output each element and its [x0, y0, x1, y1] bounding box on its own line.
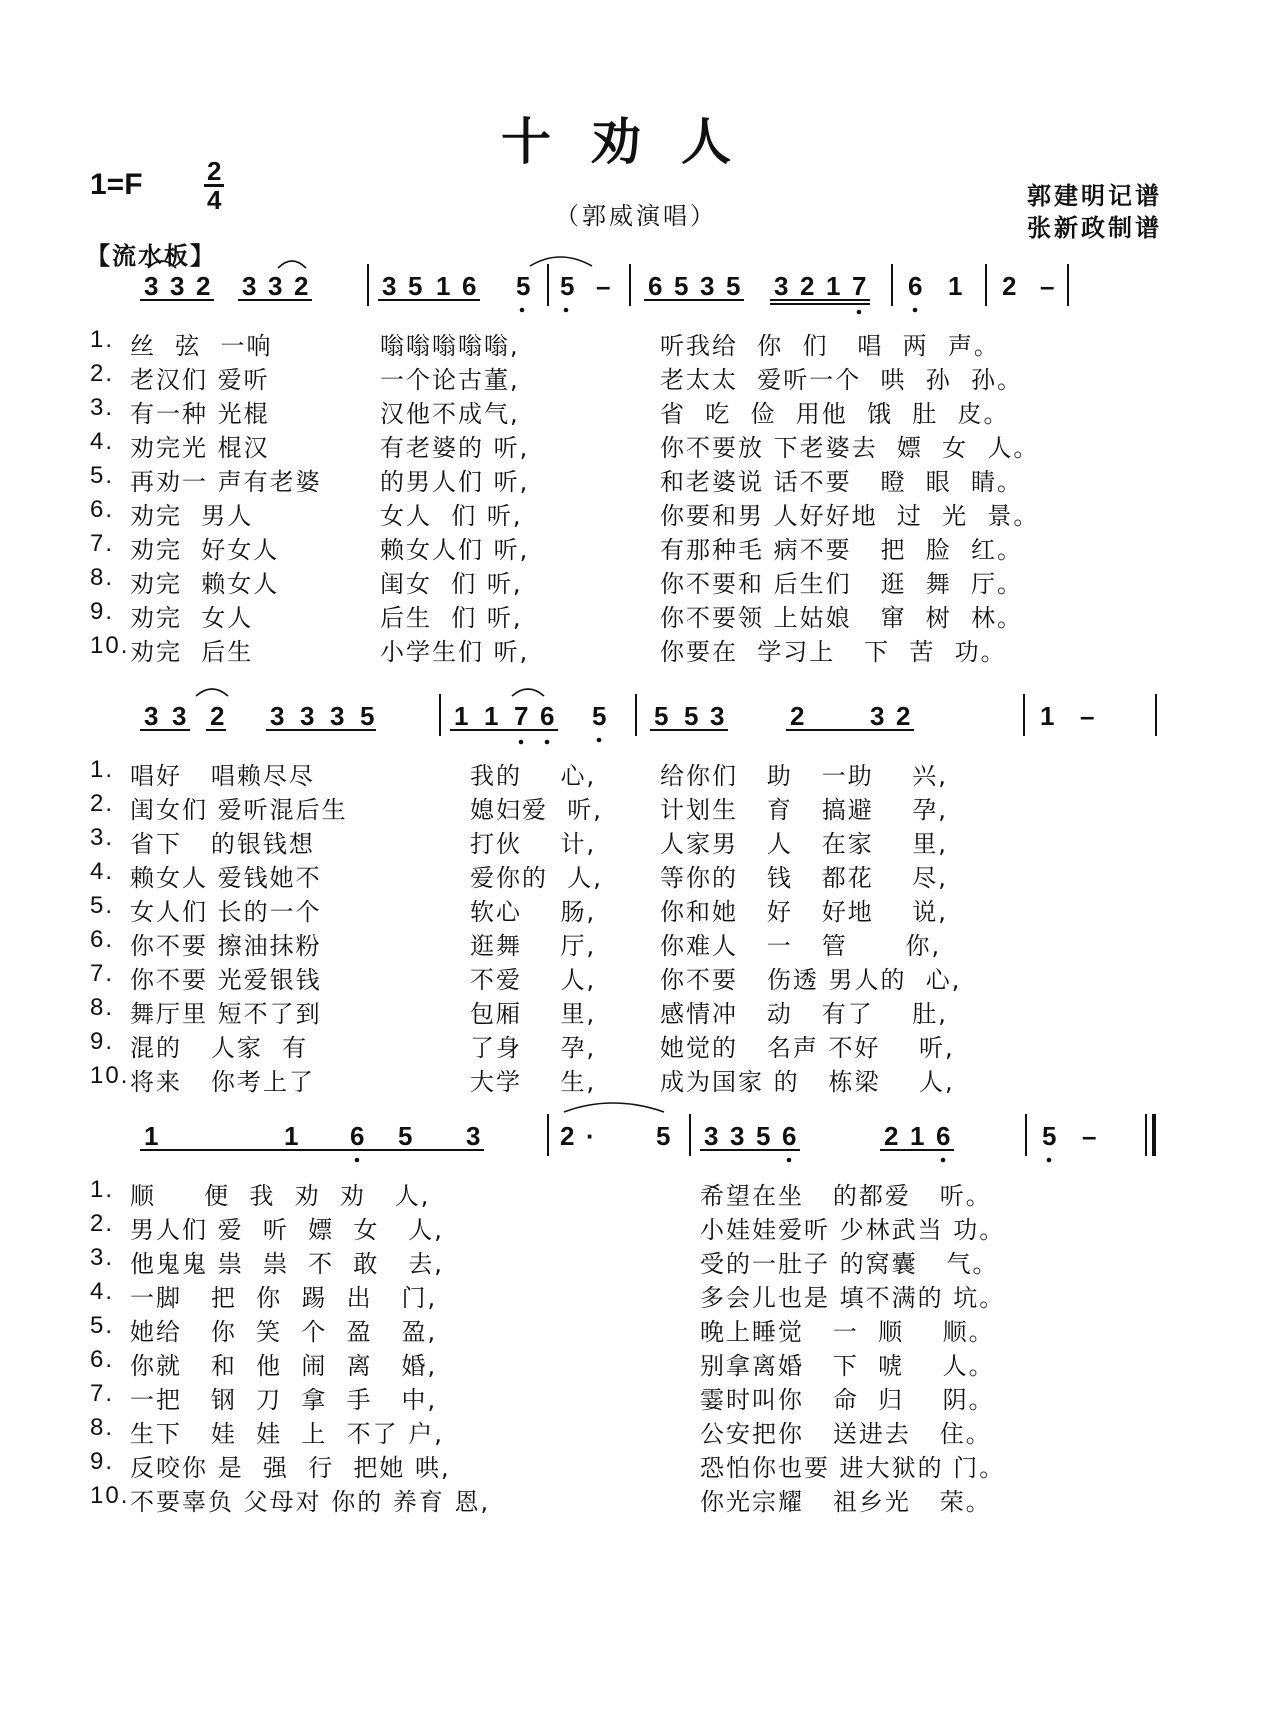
- lyric-line: [0, 892, 1272, 924]
- svg-text:7: 7: [852, 271, 867, 301]
- lyric-phrase-a: 你就 和 他 闹 离 婚,: [130, 1352, 438, 1380]
- svg-text:5: 5: [726, 271, 741, 301]
- lyric-phrase-b: 不爱 人,: [470, 966, 597, 994]
- verse-number: 4.: [90, 428, 115, 455]
- lyric-phrase-a: 闺女们 爱听混后生: [130, 796, 348, 824]
- lyric-line: [0, 756, 1272, 788]
- verse-number: 8.: [90, 1414, 115, 1441]
- svg-text:1: 1: [1040, 701, 1055, 731]
- lyric-phrase-a: 舞厅里 短不了到: [130, 1000, 322, 1028]
- svg-text:5: 5: [560, 271, 575, 301]
- svg-text:2: 2: [896, 701, 911, 731]
- lyric-phrase-c: 恐怕你也要 进大狱的 门。: [700, 1454, 1006, 1482]
- tempo-marking: 【流水板】: [86, 242, 216, 270]
- lyric-phrase-b: 软心 肠,: [470, 898, 597, 926]
- lyric-line: [0, 1176, 1272, 1208]
- svg-text:3: 3: [870, 701, 885, 731]
- lyric-phrase-c: 你不要放 下老婆去 嫖 女 人。: [660, 434, 1040, 462]
- verse-number: 10.: [90, 1062, 130, 1089]
- time-signature-numerator: 2: [204, 158, 224, 187]
- lyric-phrase-c: 你和她 好 好地 说,: [660, 898, 948, 926]
- lyric-phrase-c: 你不要领 上姑娘 窜 树 林。: [660, 604, 1024, 632]
- lyric-phrase-b: 的男人们 听,: [380, 468, 530, 496]
- music-staff-2: [0, 680, 1272, 760]
- verse-number: 2.: [90, 360, 115, 387]
- lyric-phrase-c: 你光宗耀 祖乡光 荣。: [700, 1488, 992, 1516]
- svg-text:3: 3: [268, 271, 283, 301]
- lyric-line: [0, 1380, 1272, 1412]
- lyric-phrase-b: 嗡嗡嗡嗡嗡,: [380, 332, 520, 360]
- lyric-line: [0, 428, 1272, 460]
- verse-number: 2.: [90, 1210, 115, 1237]
- lyric-line: [0, 994, 1272, 1026]
- svg-text:·: ·: [586, 1121, 595, 1151]
- lyric-line: [0, 1448, 1272, 1480]
- lyric-phrase-a: 男人们 爱 听 嫖 女 人,: [130, 1216, 444, 1244]
- svg-text:6: 6: [782, 1121, 797, 1151]
- lyric-phrase-a: 女人们 长的一个: [130, 898, 322, 926]
- lyric-phrase-a: 生下 娃 娃 上 不了 户,: [130, 1420, 444, 1448]
- svg-text:2: 2: [294, 271, 309, 301]
- svg-text:–: –: [596, 271, 611, 301]
- lyric-line: [0, 564, 1272, 596]
- lyric-phrase-c: 感情冲 动 有了 肚,: [660, 1000, 948, 1028]
- lyric-line: [0, 598, 1272, 630]
- svg-text:3: 3: [730, 1121, 745, 1151]
- lyric-phrase-a: 将来 你考上了: [130, 1068, 315, 1096]
- lyric-phrase-c: 她觉的 名声 不好 听,: [660, 1034, 955, 1062]
- lyric-phrase-a: 老汉们 爱听: [130, 366, 270, 394]
- svg-text:3: 3: [710, 701, 725, 731]
- verse-number: 3.: [90, 1244, 115, 1271]
- lyric-line: [0, 1414, 1272, 1446]
- lyric-phrase-a: 劝完 男人: [130, 502, 254, 530]
- svg-text:1: 1: [910, 1121, 925, 1151]
- lyric-phrase-a: 不要辜负 父母对 你的 养育 恩,: [130, 1488, 491, 1516]
- lyric-phrase-b: 小学生们 听,: [380, 638, 530, 666]
- svg-text:7: 7: [514, 701, 529, 731]
- lyric-phrase-c: 你难人 一 管 你,: [660, 932, 942, 960]
- lyric-phrase-b: 爱你的 人,: [470, 864, 603, 892]
- svg-text:3: 3: [144, 701, 159, 731]
- lyric-line: [0, 824, 1272, 856]
- verse-number: 9.: [90, 598, 115, 625]
- svg-text:5: 5: [654, 701, 669, 731]
- svg-text:3: 3: [774, 271, 789, 301]
- verse-number: 4.: [90, 858, 115, 885]
- verse-number: 6.: [90, 1346, 115, 1373]
- verse-number: 3.: [90, 824, 115, 851]
- svg-text:2: 2: [800, 271, 815, 301]
- svg-text:5: 5: [674, 271, 689, 301]
- verse-number: 7.: [90, 530, 115, 557]
- svg-text:1: 1: [436, 271, 451, 301]
- svg-text:–: –: [1080, 701, 1095, 731]
- lyric-phrase-c: 给你们 助 一助 兴,: [660, 762, 948, 790]
- lyric-phrase-a: 你不要 光爱银钱: [130, 966, 322, 994]
- lyric-line: [0, 496, 1272, 528]
- lyric-line: [0, 632, 1272, 664]
- time-signature-denominator: 4: [207, 185, 222, 215]
- svg-text:2: 2: [1002, 271, 1017, 301]
- lyric-line: [0, 858, 1272, 890]
- lyric-line: [0, 1028, 1272, 1060]
- svg-text:6: 6: [350, 1121, 365, 1151]
- lyric-phrase-c: 你要和男 人好好地 过 光 景。: [660, 502, 1040, 530]
- arranger-credit: 张新政制谱: [1027, 214, 1162, 242]
- svg-text:6: 6: [540, 701, 555, 731]
- lyric-phrase-a: 劝完 女人: [130, 604, 254, 632]
- lyric-phrase-b: 后生 们 听,: [380, 604, 523, 632]
- lyric-phrase-c: 省 吃 俭 用他 饿 肚 皮。: [660, 400, 1010, 428]
- svg-text:5: 5: [360, 701, 375, 731]
- svg-text:5: 5: [756, 1121, 771, 1151]
- lyric-phrase-c: 别拿离婚 下 唬 人。: [700, 1352, 995, 1380]
- verse-number: 10.: [90, 1482, 130, 1509]
- verse-number: 9.: [90, 1028, 115, 1055]
- verse-number: 1.: [90, 756, 115, 783]
- lyric-phrase-a: 顺 便 我 劝 劝 人,: [130, 1182, 431, 1210]
- lyric-phrase-a: 劝完 好女人: [130, 536, 280, 564]
- music-staff-3: [0, 1100, 1272, 1180]
- lyric-phrase-c: 等你的 钱 都花 尽,: [660, 864, 948, 892]
- verse-number: 1.: [90, 326, 115, 353]
- svg-text:2: 2: [196, 271, 211, 301]
- svg-text:3: 3: [144, 271, 159, 301]
- lyric-phrase-c: 小娃娃爱听 少林武当 功。: [700, 1216, 1006, 1244]
- lyric-line: [0, 1312, 1272, 1344]
- lyric-phrase-c: 你不要 伤透 男人的 心,: [660, 966, 962, 994]
- svg-text:1: 1: [484, 701, 499, 731]
- lyric-phrase-b: 赖女人们 听,: [380, 536, 530, 564]
- lyric-phrase-c: 计划生 育 搞避 孕,: [660, 796, 948, 824]
- verse-number: 6.: [90, 496, 115, 523]
- svg-text:6: 6: [936, 1121, 951, 1151]
- lyric-phrase-b: 大学 生,: [470, 1068, 597, 1096]
- lyric-line: [0, 326, 1272, 358]
- lyric-phrase-a: 她给 你 笑 个 盈 盈,: [130, 1318, 438, 1346]
- lyric-phrase-b: 有老婆的 听,: [380, 434, 530, 462]
- svg-text:2: 2: [560, 1121, 575, 1151]
- lyric-line: [0, 790, 1272, 822]
- music-staff-1: [0, 250, 1272, 330]
- lyric-phrase-c: 公安把你 送进去 住。: [700, 1420, 992, 1448]
- lyric-phrase-b: 闺女 们 听,: [380, 570, 523, 598]
- svg-text:3: 3: [330, 701, 345, 731]
- key-signature: 1=F: [90, 168, 143, 201]
- verse-number: 4.: [90, 1278, 115, 1305]
- lyric-phrase-b: 汉他不成气,: [380, 400, 520, 428]
- lyric-line: [0, 1346, 1272, 1378]
- svg-text:2: 2: [884, 1121, 899, 1151]
- svg-text:1: 1: [948, 271, 963, 301]
- svg-text:1: 1: [454, 701, 469, 731]
- svg-text:5: 5: [516, 271, 531, 301]
- svg-text:–: –: [1082, 1121, 1097, 1151]
- lyric-phrase-a: 劝完 后生: [130, 638, 254, 666]
- lyric-phrase-b: 逛舞 厅,: [470, 932, 597, 960]
- svg-text:6: 6: [908, 271, 923, 301]
- verse-number: 6.: [90, 926, 115, 953]
- verse-number: 8.: [90, 564, 115, 591]
- verse-number: 7.: [90, 1380, 115, 1407]
- lyric-line: [0, 1062, 1272, 1094]
- svg-text:3: 3: [242, 271, 257, 301]
- svg-text:5: 5: [684, 701, 699, 731]
- svg-text:3: 3: [172, 701, 187, 731]
- lyric-line: [0, 1278, 1272, 1310]
- lyric-phrase-b: 包厢 里,: [470, 1000, 597, 1028]
- lyric-line: [0, 1244, 1272, 1276]
- svg-text:6: 6: [648, 271, 663, 301]
- verse-number: 8.: [90, 994, 115, 1021]
- lyric-phrase-a: 反咬你 是 强 行 把她 哄,: [130, 1454, 451, 1482]
- lyric-phrase-c: 和老婆说 话不要 瞪 眼 睛。: [660, 468, 1024, 496]
- lyric-phrase-a: 混的 人家 有: [130, 1034, 309, 1062]
- svg-text:3: 3: [466, 1121, 481, 1151]
- svg-text:1: 1: [826, 271, 841, 301]
- svg-text:–: –: [1040, 271, 1055, 301]
- svg-text:5: 5: [408, 271, 423, 301]
- svg-text:3: 3: [170, 271, 185, 301]
- lyric-phrase-b: 媳妇爱 听,: [470, 796, 603, 824]
- svg-text:2: 2: [790, 701, 805, 731]
- verse-number: 5.: [90, 1312, 115, 1339]
- lyric-phrase-b: 女人 们 听,: [380, 502, 523, 530]
- verse-number: 3.: [90, 394, 115, 421]
- lyric-phrase-c: 霎时叫你 命 归 阴。: [700, 1386, 995, 1414]
- lyric-phrase-c: 有那种毛 病不要 把 脸 红。: [660, 536, 1024, 564]
- lyric-phrase-c: 希望在坐 的都爱 听。: [700, 1182, 992, 1210]
- transcriber-credit: 郭建明记谱: [1027, 182, 1162, 210]
- lyric-phrase-c: 听我给 你 们 唱 两 声。: [660, 332, 1000, 360]
- svg-text:5: 5: [656, 1121, 671, 1151]
- lyric-line: [0, 960, 1272, 992]
- lyric-phrase-c: 你要在 学习上 下 苦 功。: [660, 638, 1007, 666]
- svg-text:1: 1: [144, 1121, 159, 1151]
- lyric-line: [0, 1210, 1272, 1242]
- lyric-phrase-a: 一脚 把 你 踢 出 门,: [130, 1284, 438, 1312]
- svg-text:5: 5: [592, 701, 607, 731]
- lyric-phrase-b: 打伙 计,: [470, 830, 597, 858]
- verse-number: 1.: [90, 1176, 115, 1203]
- lyric-phrase-a: 你不要 擦油抹粉: [130, 932, 322, 960]
- lyric-phrase-c: 多会儿也是 填不满的 坑。: [700, 1284, 1006, 1312]
- lyric-phrase-c: 你不要和 后生们 逛 舞 厅。: [660, 570, 1024, 598]
- lyric-line: [0, 926, 1272, 958]
- lyric-line: [0, 1482, 1272, 1514]
- verse-number: 7.: [90, 960, 115, 987]
- svg-text:3: 3: [382, 271, 397, 301]
- lyric-phrase-c: 老太太 爱听一个 哄 孙 孙。: [660, 366, 1024, 394]
- song-title: 十劝人: [501, 112, 771, 171]
- svg-text:3: 3: [704, 1121, 719, 1151]
- performer-subtitle: （郭威演唱）: [555, 202, 717, 230]
- verse-number: 5.: [90, 892, 115, 919]
- lyric-phrase-a: 一把 钢 刀 拿 手 中,: [130, 1386, 438, 1414]
- svg-text:3: 3: [270, 701, 285, 731]
- verse-number: 10.: [90, 632, 130, 659]
- svg-text:5: 5: [1042, 1121, 1057, 1151]
- lyric-phrase-c: 晚上睡觉 一 顺 顺。: [700, 1318, 995, 1346]
- svg-text:3: 3: [700, 271, 715, 301]
- lyric-phrase-b: 我的 心,: [470, 762, 597, 790]
- lyric-phrase-a: 他鬼鬼 祟 祟 不 敢 去,: [130, 1250, 444, 1278]
- lyric-phrase-c: 受的一肚子 的窝囊 气。: [700, 1250, 999, 1278]
- lyric-line: [0, 530, 1272, 562]
- lyric-line: [0, 462, 1272, 494]
- lyric-phrase-a: 唱好 唱赖尽尽: [130, 762, 315, 790]
- lyric-phrase-c: 成为国家 的 栋梁 人,: [660, 1068, 955, 1096]
- lyric-line: [0, 394, 1272, 426]
- lyric-phrase-a: 劝完光 棍汉: [130, 434, 270, 462]
- lyric-phrase-a: 丝 弦 一响: [130, 332, 273, 360]
- lyric-phrase-a: 赖女人 爱钱她不: [130, 864, 322, 892]
- lyric-phrase-a: 劝完 赖女人: [130, 570, 280, 598]
- lyric-phrase-a: 省下 的银钱想: [130, 830, 315, 858]
- lyric-phrase-a: 有一种 光棍: [130, 400, 270, 428]
- verse-number: 9.: [90, 1448, 115, 1475]
- lyric-phrase-c: 人家男 人 在家 里,: [660, 830, 948, 858]
- svg-text:5: 5: [398, 1121, 413, 1151]
- verse-number: 2.: [90, 790, 115, 817]
- lyric-phrase-a: 再劝一 声有老婆: [130, 468, 322, 496]
- svg-text:3: 3: [300, 701, 315, 731]
- verse-number: 5.: [90, 462, 115, 489]
- lyric-phrase-b: 一个论古董,: [380, 366, 520, 394]
- svg-text:2: 2: [210, 701, 225, 731]
- svg-text:1: 1: [284, 1121, 299, 1151]
- lyric-line: [0, 360, 1272, 392]
- svg-text:6: 6: [462, 271, 477, 301]
- lyric-phrase-b: 了身 孕,: [470, 1034, 597, 1062]
